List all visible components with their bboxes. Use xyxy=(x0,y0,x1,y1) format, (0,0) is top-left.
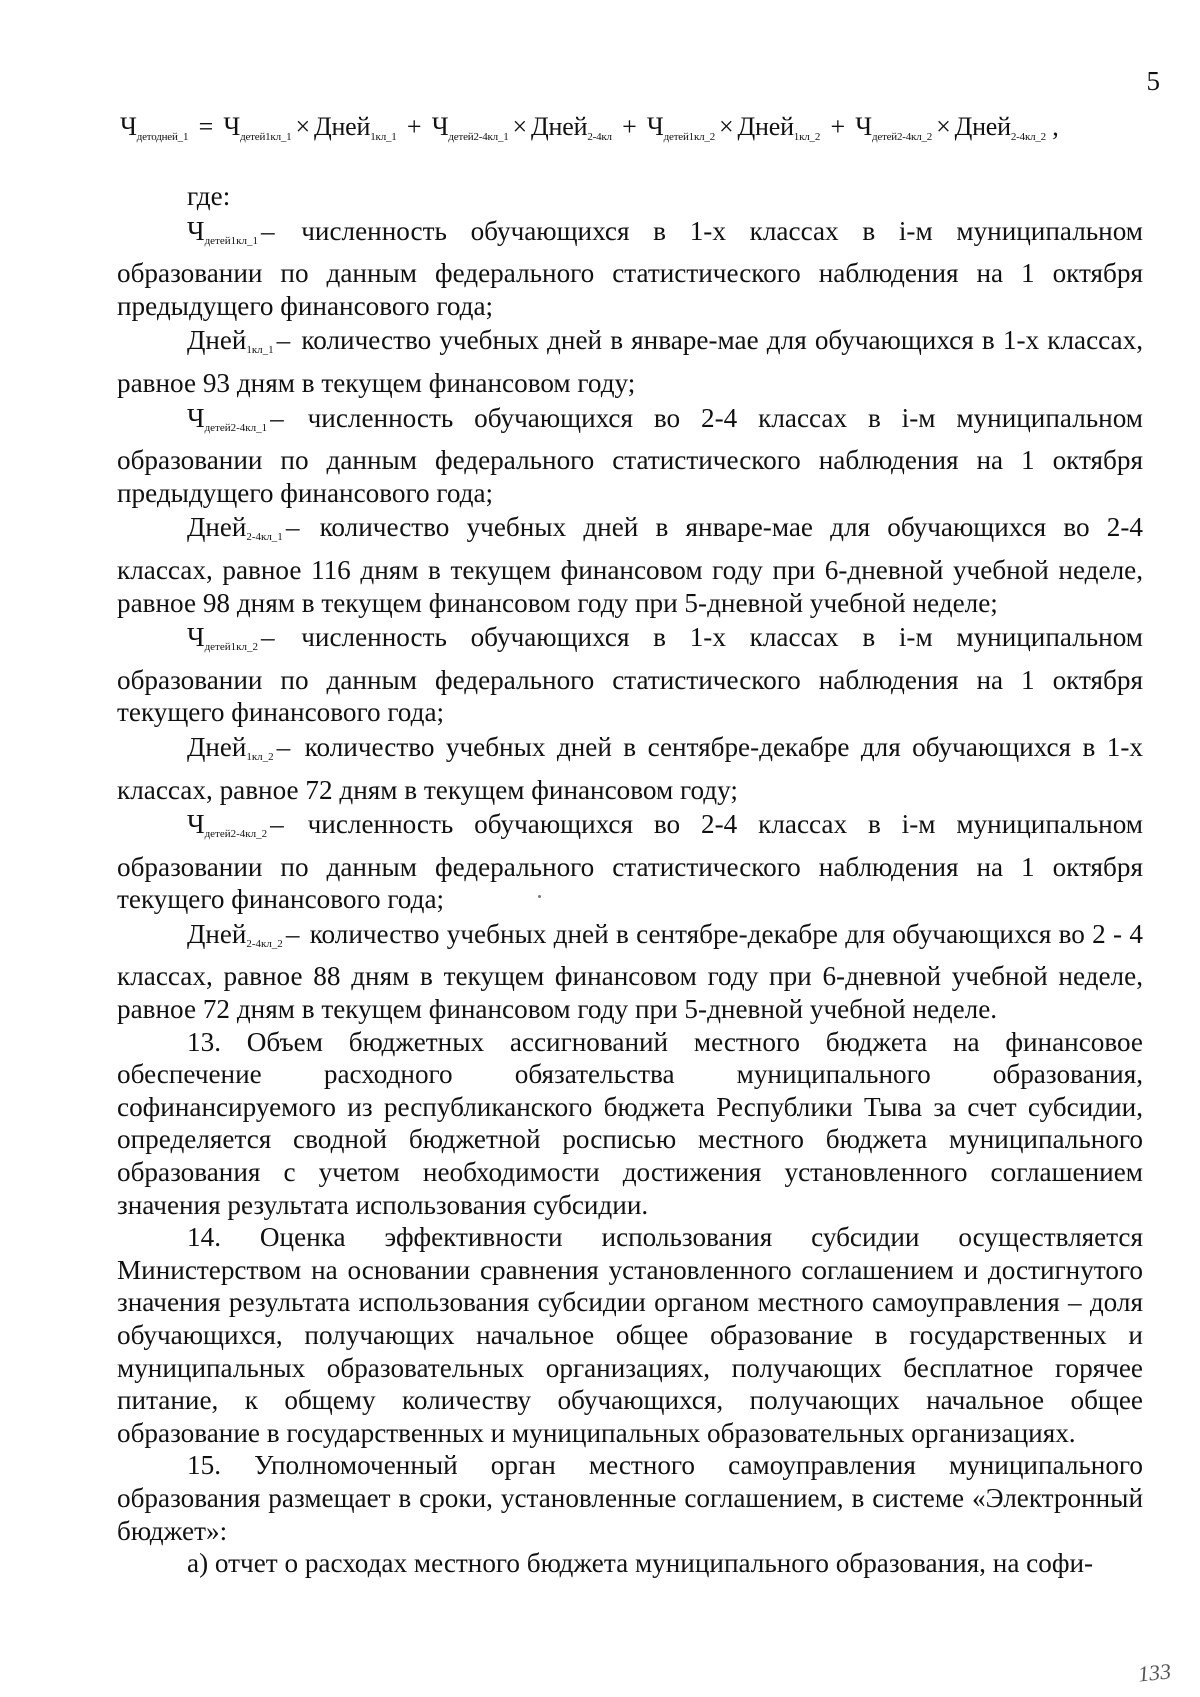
definition-text: количество учебных дней в сентябре-декабре для обучающихся во 2 - 4 классах, равное 88 дням в текущем финансовом году при 6-дневной учебной неделе, равное 72 дням в текущем финансовом году при 5-дневной учебной неделе. xyxy=(117,918,1143,1025)
definition-text: количество учебных дней в сентябре-декабре для обучающихся в 1-х классах, равное 72 дням в текущем финансовом году; xyxy=(117,731,1143,805)
scan-speck xyxy=(538,895,541,898)
definition: $Ч_{детей2-4кл\_1}$ – численность обучающихся во 2-4 классах в i-м муниципальном образовании по данным федерального статистического наблюдения на 1 октября предыдущего финансового года; xyxy=(117,402,1143,508)
document-body xyxy=(117,180,1143,1580)
paragraph-13: 13. Объем бюджетных ассигнований местного бюджета на финансовое обеспечение расходного обязательства муниципального образования, софинансируемого из республиканского бюджета Республики Тыва за счет субсидии, определяется сводной бюджетной росписью местного бюджета муниципального образования с учетом необходимости достижения установленного соглашением значения результата использования субсидии. xyxy=(117,1026,1143,1220)
definition-text: количество учебных дней в январе-мае для обучающихся во 2-4 классах, равное 116 дням в текущем финансовом году при 6-дневной учебной неделе, равное 98 дням в текущем финансовом году при 5-дневной учебной неделе; xyxy=(117,512,1144,618)
definition-symbol: $Ч_{детей1кл\_2}$ xyxy=(187,622,258,654)
formula xyxy=(120,112,1160,143)
definition: Дней$_{1кл\_2}$ – количество учебных дней в сентябре-декабре для обучающихся в 1-х классах, равное 72 дням в текущем финансовом году; xyxy=(117,731,1143,805)
page-number: 5 xyxy=(1146,66,1160,96)
definition-symbol: Дней$_{1кл\_2}$ xyxy=(187,731,274,763)
formula-equals: = xyxy=(198,112,214,141)
formula-term: $Ч_{детей2-4кл\_1}$ × Дней$_{2-4кл}$ xyxy=(431,112,612,143)
definition: $Ч_{детей1кл\_2}$ – численность обучающихся в 1-х классах в i-м муниципальном образовании по данным федерального статистического наблюдения на 1 октября текущего финансового года; xyxy=(117,622,1144,728)
definition-text: численность обучающихся в 1-х классах в i-м муниципальном образовании по данным федерального статистического наблюдения на 1 октября текущего финансового года; xyxy=(117,622,1144,728)
definition-symbol: Дней$_{1кл\_1}$ xyxy=(187,325,274,357)
paragraph-15a: а) отчет о расходах местного бюджета муниципального образования, на софи- xyxy=(187,1548,1094,1579)
definition: Дней$_{2-4кл\_1}$ – количество учебных дней в январе-мае для обучающихся во 2-4 классах, равное 116 дням в текущем финансовом году при 6-дневной учебной неделе, равное 98 дням в текущем финансовом году при 5-дневной учебной неделе; xyxy=(117,512,1144,618)
definition-text: количество учебных дней в январе-мае для обучающихся в 1-х классах, равное 93 дням в текущем финансовом году; xyxy=(117,325,1144,398)
definition-text: численность обучающихся во 2-4 классах в i-м муниципальном образовании по данным федерального статистического наблюдения на 1 октября предыдущего финансового года; xyxy=(117,402,1143,508)
formula-term: $Ч_{детей1кл\_1}$ × Дней$_{1кл\_1}$ xyxy=(223,112,397,143)
definition-text: численность обучающихся во 2-4 классах в i-м муниципальном образовании по данным федерального статистического наблюдения на 1 октября текущего финансового года; xyxy=(117,809,1143,915)
definition-symbol: Дней$_{2-4кл\_2}$ xyxy=(187,918,283,950)
definition: $Ч_{детей1кл\_1}$ – численность обучающихся в 1-х классах в i-м муниципальном образовании по данным федерального статистического наблюдения на 1 октября предыдущего финансового года; xyxy=(117,215,1144,321)
definition: $Ч_{детей2-4кл\_2}$ – численность обучающихся во 2-4 классах в i-м муниципальном образовании по данным федерального статистического наблюдения на 1 октября текущего финансового года; xyxy=(117,809,1143,915)
definition-text: численность обучающихся в 1-х классах в i-м муниципальном образовании по данным федерального статистического наблюдения на 1 октября предыдущего финансового года; xyxy=(117,215,1144,321)
definition-symbol: $Ч_{детей2-4кл\_2}$ xyxy=(187,809,268,841)
definition: Дней$_{1кл\_1}$ – количество учебных дней в январе-мае для обучающихся в 1-х классах, равное 93 дням в текущем финансовом году; xyxy=(117,325,1144,398)
paragraph-15: 15. Уполномоченный орган местного самоуправления муниципального образования размещает в сроки, установленные соглашением, в системе «Электронный бюджет»: xyxy=(117,1450,1143,1546)
definition-symbol: $Ч_{детей2-4кл\_1}$ xyxy=(187,402,268,434)
definition-symbol: $Ч_{детей1кл\_1}$ xyxy=(187,215,258,247)
paragraph-14: 14. Оценка эффективности использования субсидии осуществляется Министерством на основании сравнения установленного соглашением и достигнутого значения результата использования субсидии органом местного самоуправления – доля обучающихся, получающих начальное общее образование в государственных и муниципальных образовательных организациях, получающих бесплатное горячее питание, к общему количеству обучающихся, получающих начальное общее образование в государственных и муниципальных образовательных организациях. xyxy=(117,1222,1143,1448)
formula-trailing: , xyxy=(1052,112,1059,141)
formula-plus: + xyxy=(830,112,845,141)
where-label: где: xyxy=(187,181,231,211)
definition-symbol: Дней$_{2-4кл\_1}$ xyxy=(187,512,283,544)
formula-term: $Ч_{детей2-4кл\_2}$ × Дней$_{2-4кл\_2}$ xyxy=(855,112,1046,143)
formula-term: $Ч_{детей1кл\_2}$ × Дней$_{1кл\_2}$ xyxy=(646,112,821,143)
formula-plus: + xyxy=(406,112,422,141)
definition: Дней$_{2-4кл\_2}$ – количество учебных дней в сентябре-декабре для обучающихся во 2 - 4 классах, равное 88 дням в текущем финансовом году при 6-дневной учебной неделе, равное 72 дням в текущем финансовом году при 5-дневной учебной неделе. xyxy=(117,918,1143,1025)
corner-handwritten-mark: 133 xyxy=(1136,1658,1173,1687)
formula-lhs: $Ч_{детодней\_1}$ xyxy=(120,112,189,143)
formula-plus: + xyxy=(622,112,637,141)
